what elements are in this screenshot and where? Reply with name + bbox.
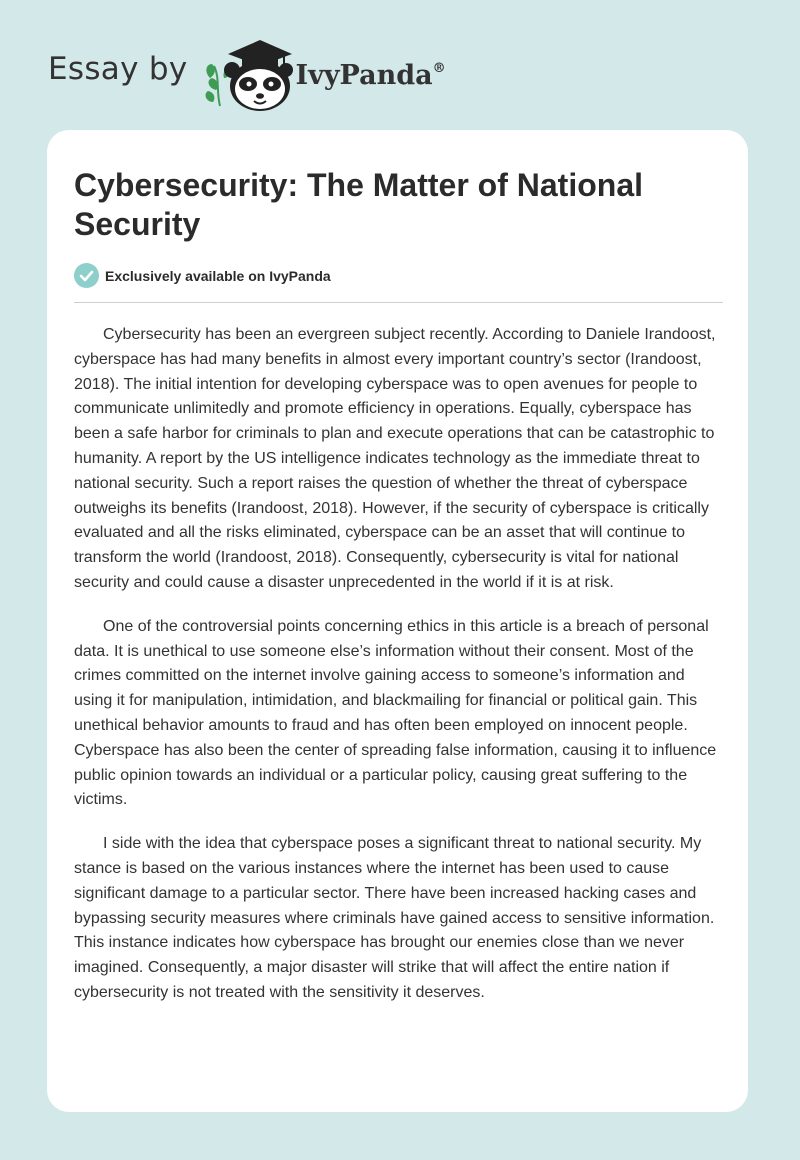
essay-body (74, 323, 726, 1025)
essay-card (47, 130, 748, 1112)
divider (74, 302, 723, 303)
page-title: Cybersecurity: The Matter of National Security (74, 167, 643, 242)
essay-by-label: Essay by (48, 51, 188, 87)
site-header (48, 34, 446, 114)
paragraph-2: One of the controversial points concerning ethics in this article is a breach of personal data. It is unethical to use someone else’s information without their consent. Most of the crimes committed on the internet involve gaining access to someone’s information and using it for manipulation, intimidation, and blackmailing for financial or political gain. This unethical behavior amounts to fraud and has often been employed on innocent people. Cyberspace has also been the center of spreading false information, causing it to influence public opinion towards an individual or a particular policy, causing great suffering to the victims. (74, 617, 717, 809)
check-badge-icon (74, 263, 99, 288)
exclusive-label: Exclusively available on IvyPanda (105, 267, 331, 284)
exclusive-badge (74, 263, 331, 288)
registered-mark: ® (432, 60, 446, 76)
paragraph-3: I side with the idea that cyberspace poses a significant threat to national security. My stance is based on the various instances where the internet has been used to cause significant damage to a particular sector. There have been increased hacking cases and bypassing security measures where criminals have gained access to sensitive information. This instance indicates how cyberspace has brought our enemies close than we never imagined. Consequently, a major disaster will strike that will affect the entire nation if cybersecurity is not treated with the sensitivity it deserves. (74, 835, 715, 1001)
ivypanda-brand-name[interactable] (296, 60, 446, 91)
paragraph-1: Cybersecurity has been an evergreen subject recently. According to Daniele Irandoost, cyberspace has had many benefits in almost every important country’s sector (Irandoost, 2018). The initial intention for developing cyberspace was to open avenues for people to communicate unlimitedly and promote efficiency in operations. Equally, cyberspace has been a safe harbor for criminals to plan and execute operations that can be catastrophic to humanity. A report by the US intelligence indicates technology as the immediate threat to national security. Such a report raises the question of whether the threat of cyberspace outweighs its benefits (Irandoost, 2018). However, if the security of cyberspace is critically evaluated and all the risks eliminated, cyberspace can be an asset that will continue to transform the world (Irandoost, 2018). Consequently, cybersecurity is vital for national security and could cause a disaster unprecedented in the world if it is at risk. (74, 326, 716, 591)
ivypanda-logo-icon[interactable] (202, 34, 294, 114)
brand-name-text: IvyPanda (295, 59, 433, 91)
